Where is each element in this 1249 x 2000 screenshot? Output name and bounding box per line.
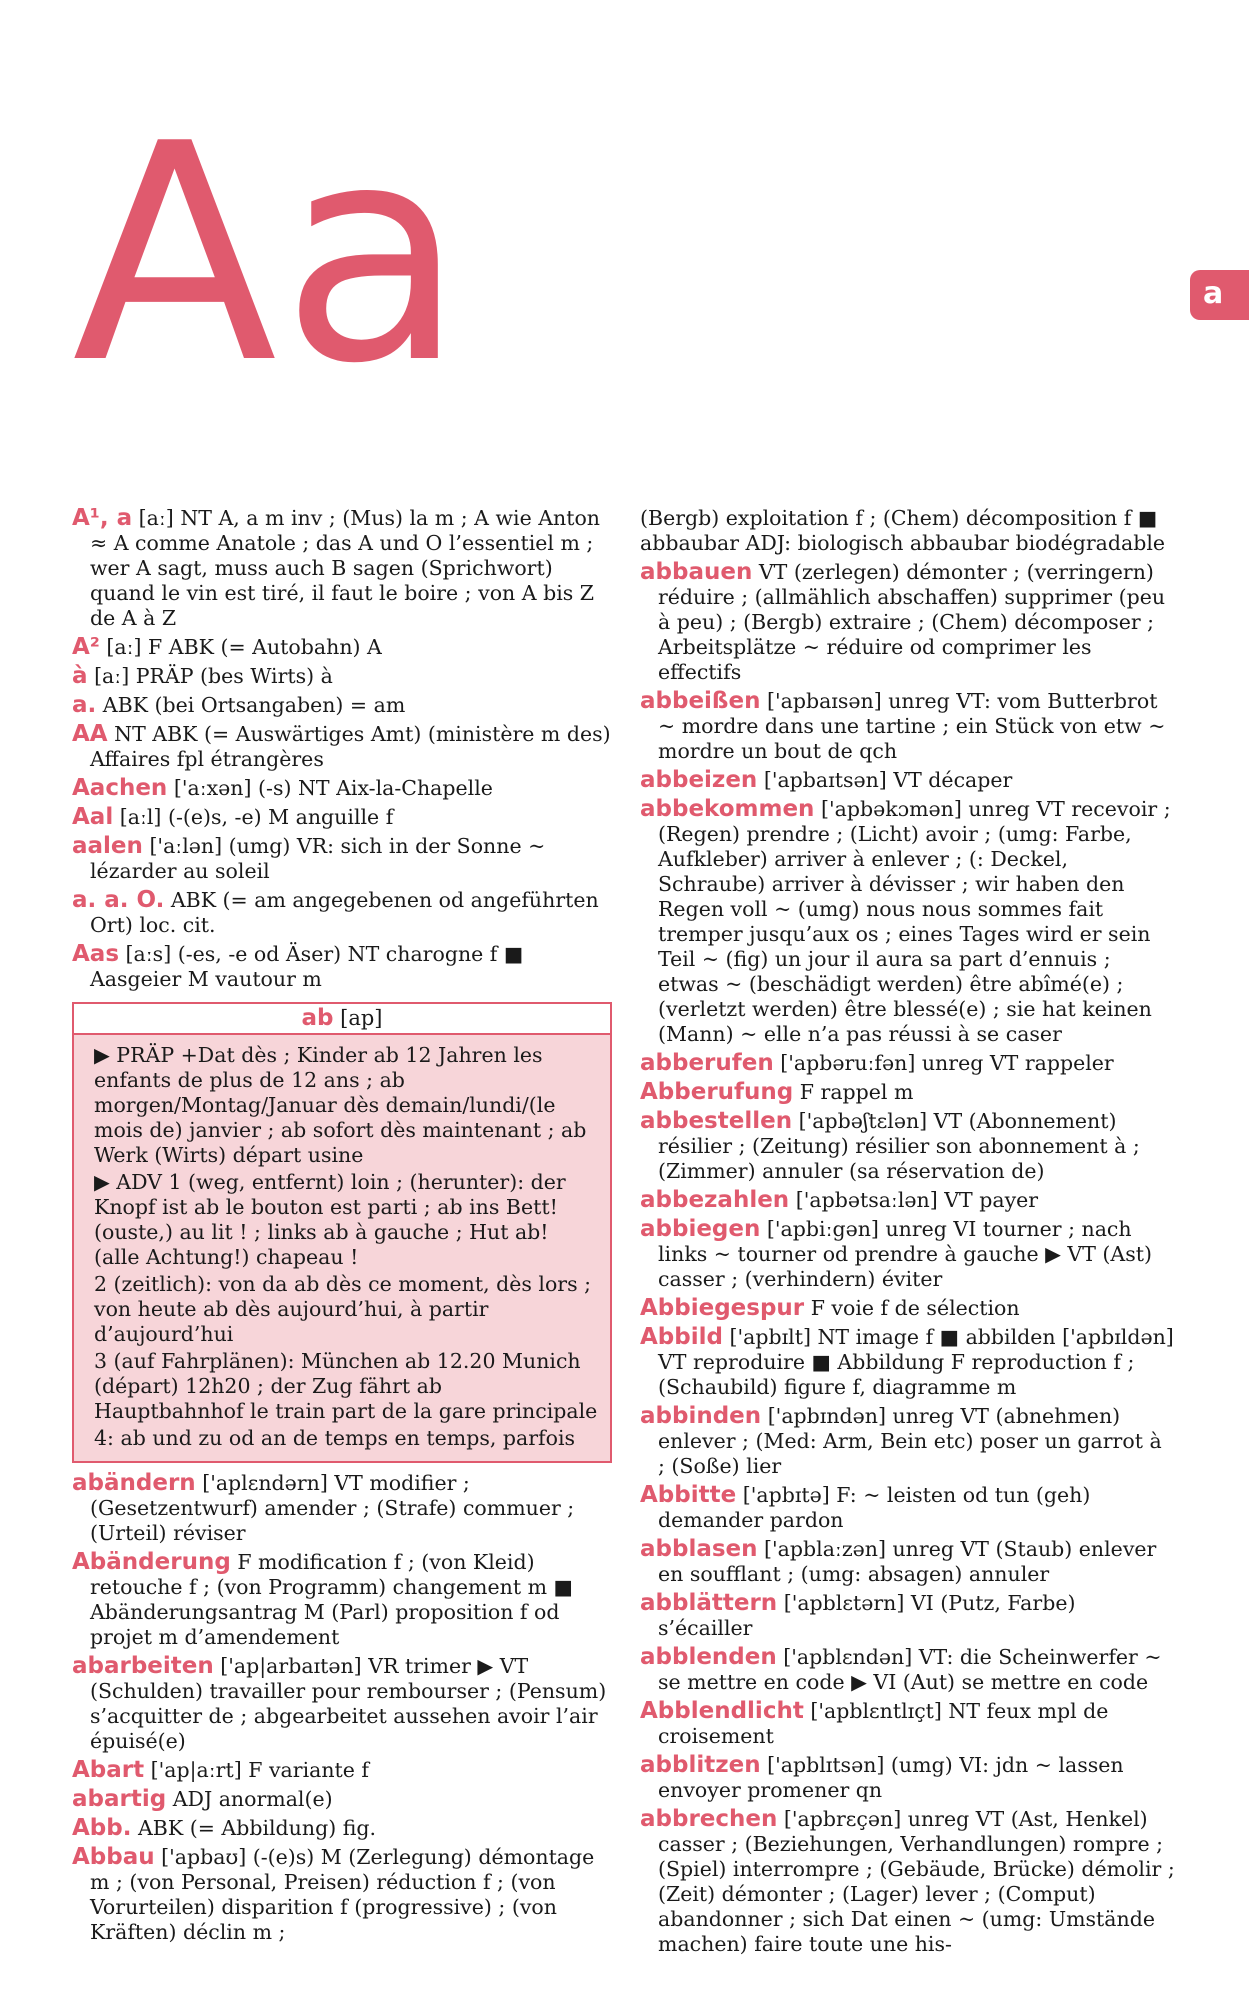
right-column — [640, 506, 1175, 1961]
dictionary-entry — [72, 942, 612, 992]
entry-text: ['apbəruːfən] unreg VT rappeler — [780, 1051, 1114, 1075]
dictionary-entry — [640, 1404, 1175, 1479]
entry-headword: abarbeiten — [72, 1653, 214, 1679]
dictionary-entry — [72, 1758, 612, 1783]
dictionary-entry — [72, 506, 612, 631]
ab-feature-box — [72, 1002, 612, 1463]
entry-headword: Aal — [72, 804, 114, 830]
entry-text: [aː] F ABK (= Autobahn) A — [106, 635, 382, 659]
entry-headword: Abbau — [72, 1844, 155, 1870]
entry-headword: AA — [72, 721, 108, 747]
entry-headword: Abänderung — [72, 1549, 231, 1575]
dictionary-entry — [640, 797, 1175, 1047]
entry-text: (Bergb) exploitation f ; (Chem) décomposition f ■ abbaubar ADJ: biologisch abbaubar biodégradable — [640, 506, 1166, 555]
ab-sense: ▶ ADV 1 (weg, entfernt) loin ; (herunter): der Knopf ist ab le bouton est parti ; ab ins Bett! (ouste,) au lit ! ; links ab à gauche ; Hut ab! (alle Achtung!) chapeau ! — [94, 1170, 566, 1269]
entry-text: F voie f de sélection — [810, 1296, 1020, 1320]
entry-headword: Abbiegespur — [640, 1295, 805, 1321]
entry-headword: abbrechen — [640, 1806, 778, 1832]
dictionary-entry — [640, 1699, 1175, 1749]
dictionary-entry — [72, 1654, 612, 1754]
dictionary-entry — [640, 1325, 1175, 1400]
dictionary-entry — [72, 1550, 612, 1650]
dictionary-entry — [72, 722, 612, 772]
dictionary-entry — [72, 888, 612, 938]
dictionary-entry — [640, 1296, 1175, 1321]
entry-text: ['apbɪlt] NT image f ■ abbilden ['apbɪldən] VT reproduire ■ Abbildung F reproduction f ; (Schaubild) figure f, diagramme m — [658, 1325, 1174, 1399]
entry-headword: Abblendlicht — [640, 1698, 804, 1724]
entry-text: ['apbɪndən] unreg VT (abnehmen) enlever ; (Med: Arm, Bein etc) poser un garrot à ; (Soße) lier — [658, 1404, 1162, 1478]
dictionary-entry — [640, 1051, 1175, 1076]
ab-box-title: ab — [301, 1005, 334, 1031]
entry-text: [aː] NT A, a m inv ; (Mus) la m ; A wie Anton ≈ A comme Anatole ; das A und O l’essentiel m ; wer A sagt, muss auch B sagen (Sprichwort) quand le vin est tiré, il faut le boire ; von A bis Z de A à Z — [90, 506, 601, 630]
entry-text: ['apblɛntlɪçt] NT feux mpl de croisement — [658, 1699, 1109, 1748]
dictionary-entry — [640, 1188, 1175, 1213]
entry-text: ['apbaɪtsən] VT décaper — [763, 768, 1013, 792]
dictionary-entry — [72, 1471, 612, 1546]
entry-headword: abbeißen — [640, 688, 761, 714]
entry-text: ['apbrɛçən] unreg VT (Ast, Henkel) casser ; (Beziehungen, Verhandlungen) rompre ; (Spiel) interrompre ; (Gebäude, Brücke) démolir ; (Zeit) démonter ; (Lager) lever ; (Comput) abandonner ; sich Dat einen ~ (umg: Umstände machen) faire toute une his- — [658, 1807, 1175, 1956]
entry-headword: abblitzen — [640, 1752, 761, 1778]
dictionary-entry — [640, 506, 1175, 556]
entry-headword: Aas — [72, 941, 120, 967]
entry-headword: Abbild — [640, 1324, 723, 1350]
entry-headword: aalen — [72, 833, 143, 859]
dictionary-entry — [640, 1591, 1175, 1641]
entry-headword: à — [72, 663, 88, 689]
ab-box-heading — [74, 1004, 610, 1035]
entry-text: ['apblɛndən] VT: die Scheinwerfer ~ se mettre en code ▶ VI (Aut) se mettre en code — [658, 1645, 1162, 1694]
entry-headword: A² — [72, 634, 100, 660]
thumb-index-tab[interactable]: a — [1190, 270, 1249, 320]
entry-headword: Abbitte — [640, 1482, 737, 1508]
dictionary-entry — [640, 689, 1175, 764]
entry-text: ['apbəʃtɛlən] VT (Abonnement) résilier ; (Zeitung) résilier son abonnement à ; (Zimmer) annuler (sa réservation de) — [658, 1109, 1140, 1183]
entry-headword: abbauen — [640, 559, 753, 585]
entry-headword: abändern — [72, 1470, 196, 1496]
dictionary-entry — [72, 1845, 612, 1945]
entry-headword: abbeizen — [640, 767, 758, 793]
ab-sense: 2 (zeitlich): von da ab dès ce moment, dès lors ; von heute ab dès aujourd’hui, à partir d’aujourd’hui — [94, 1272, 592, 1346]
entry-text: ABK (= Abbildung) fig. — [138, 1816, 377, 1840]
dictionary-entry — [72, 635, 612, 660]
entry-headword: Abberufung — [640, 1079, 794, 1105]
entry-headword: Abart — [72, 1757, 145, 1783]
entry-headword: abartig — [72, 1786, 167, 1812]
entry-text: ['aplɛndərn] VT modifier ; (Gesetzentwurf) amender ; (Strafe) commuer ; (Urteil) réviser — [90, 1471, 575, 1545]
entry-text: [aːs] (-es, -e od Äser) NT charogne f ■ Aasgeier M vautour m — [90, 942, 524, 991]
entry-text: ABK (= am angegebenen od angeführten Ort) loc. cit. — [90, 888, 599, 937]
entry-headword: abbezahlen — [640, 1187, 790, 1213]
entry-text: ['apbətsaːlən] VT payer — [795, 1188, 1039, 1212]
ab-sense: 4: ab und zu od an de temps en temps, parfois — [94, 1426, 576, 1450]
dictionary-entry — [640, 1109, 1175, 1184]
entry-text: VT (zerlegen) démonter ; (verringern) réduire ; (allmählich abschaffen) supprimer (peu à peu) ; (Bergb) extraire ; (Chem) décomposer ; Arbeitsplätze ~ réduire od comprimer les effectifs — [658, 560, 1166, 684]
dictionary-entry — [640, 1807, 1175, 1957]
dictionary-entry — [640, 1483, 1175, 1533]
entry-text: [aː] PRÄP (bes Wirts) à — [94, 664, 333, 688]
dictionary-entry — [640, 1537, 1175, 1587]
dictionary-entry — [640, 1645, 1175, 1695]
entry-headword: abblasen — [640, 1536, 758, 1562]
entry-text: ['apbəkɔmən] unreg VT recevoir ; (Regen) prendre ; (Licht) avoir ; (umg: Farbe, Aufkleber) arriver à enlever ; (: Deckel, Schraube) arriver à dévisser ; wir haben den Regen voll ~ (umg) nous nous sommes fait tremper jusqu’aux os ; eines Tages wird er sein Teil ~ (fig) un jour il aura sa part d’ennuis ; etwas ~ (beschädigt werden) être abîmé(e) ; (verletzt werden) être blessé(e) ; sie hat keinen (Mann) ~ elle n’a pas réussi à se caser — [658, 797, 1171, 1046]
entry-text: ['aːxən] (-s) NT Aix-la-Chapelle — [173, 776, 493, 800]
dictionary-entry — [72, 664, 612, 689]
entry-headword: abbinden — [640, 1403, 762, 1429]
entry-text: ['ap|arbaɪtən] VR trimer ▶ VT (Schulden) travailler pour rembourser ; (Pensum) s’acquitter de ; abgearbeitet aussehen avoir l’air épuisé(e) — [90, 1654, 607, 1753]
entry-headword: Abb. — [72, 1815, 132, 1841]
ab-sense: 3 (auf Fahrplänen): München ab 12.20 Munich (départ) 12h20 ; der Zug fährt ab Hauptbahnhof le train part de la gare principale — [94, 1349, 598, 1423]
entry-headword: abbekommen — [640, 796, 815, 822]
ab-sense: ▶ PRÄP +Dat dès ; Kinder ab 12 Jahren les enfants de plus de 12 ans ; ab morgen/Montag/Januar dès demain/lundi/(le mois de) janvier ; ab sofort dès maintenant ; ab Werk (Wirts) départ usine — [94, 1043, 587, 1167]
entry-headword: abberufen — [640, 1050, 774, 1076]
dictionary-entry — [640, 1753, 1175, 1803]
dictionary-entry — [72, 805, 612, 830]
entry-text: [aːl] (-(e)s, -e) M anguille f — [119, 805, 394, 829]
dictionary-entry — [72, 693, 612, 718]
section-letter: Aa — [72, 80, 470, 429]
dictionary-entry — [640, 768, 1175, 793]
entry-headword: a. — [72, 692, 97, 718]
ab-box-pron: [ap] — [340, 1006, 383, 1030]
entry-text: ['apbaʊ] (-(e)s) M (Zerlegung) démontage m ; (von Personal, Preisen) réduction f ; (von Vorurteilen) disparition f (progressive) ; (von Kräften) déclin m ; — [90, 1845, 595, 1944]
entry-headword: abblättern — [640, 1590, 778, 1616]
dictionary-entry — [72, 1787, 612, 1812]
entry-text: F rappel m — [799, 1080, 914, 1104]
left-column — [72, 506, 612, 1949]
entry-text: ['aːlən] (umg) VR: sich in der Sonne ~ lézarder au soleil — [90, 834, 546, 883]
entry-text: ['apbɪtə] F: ~ leisten od tun (geh) demander pardon — [658, 1483, 1091, 1532]
entry-headword: abbiegen — [640, 1216, 761, 1242]
dictionary-entry — [72, 834, 612, 884]
entry-headword: abbestellen — [640, 1108, 793, 1134]
ab-box-body — [74, 1035, 610, 1461]
entry-text: ABK (bei Ortsangaben) = am — [102, 693, 406, 717]
entry-headword: abblenden — [640, 1644, 777, 1670]
entry-text: NT ABK (= Auswärtiges Amt) (ministère m des) Affaires fpl étrangères — [90, 722, 611, 771]
entry-text: F modification f ; (von Kleid) retouche f ; (von Programm) changement m ■ Abänderungsantrag M (Parl) proposition f od projet m d’amendement — [90, 1550, 573, 1649]
entry-text: ['apblaːzən] unreg VT (Staub) enlever en soufflant ; (umg: absagen) annuler — [658, 1537, 1157, 1586]
dictionary-entry — [640, 1217, 1175, 1292]
entry-text: ['apbiːgən] unreg VI tourner ; nach links ~ tourner od prendre à gauche ▶ VT (Ast) casser ; (verhindern) éviter — [658, 1217, 1152, 1291]
entry-headword: Aachen — [72, 775, 168, 801]
entry-text: ['apblɛtərn] VI (Putz, Farbe) s’écailler — [658, 1591, 1076, 1640]
dictionary-entry — [640, 1080, 1175, 1105]
entry-text: ['apblɪtsən] (umg) VI: jdn ~ lassen envoyer promener qn — [658, 1753, 1124, 1802]
dictionary-entry — [72, 776, 612, 801]
dictionary-entry — [72, 1816, 612, 1841]
entry-headword: A¹, a — [72, 505, 133, 531]
dictionary-entry — [640, 560, 1175, 685]
entry-headword: a. a. O. — [72, 887, 165, 913]
entry-text: ['apbaɪsən] unreg VT: vom Butterbrot ~ mordre dans une tartine ; ein Stück von etw ~ mordre un bout de qch — [658, 689, 1166, 763]
entry-text: ['ap|aːrt] F variante f — [150, 1758, 370, 1782]
entry-text: ADJ anormal(e) — [172, 1787, 333, 1811]
